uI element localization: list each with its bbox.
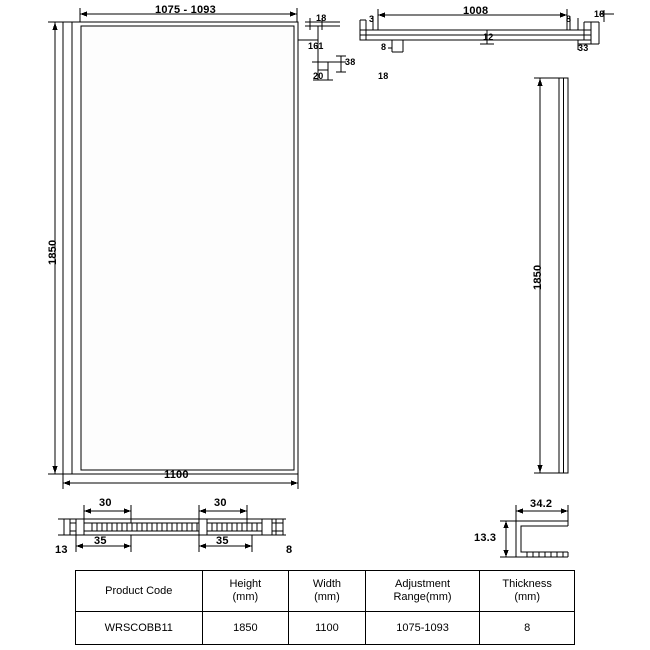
dim-front-width: 1100 — [164, 469, 189, 481]
header-line-2: (mm) — [314, 591, 340, 603]
dim-top-8-left: 8 — [381, 42, 387, 52]
dim-profile-width: 34.2 — [530, 498, 553, 510]
cell-thickness: 8 — [480, 612, 575, 645]
table-header-adjustment-range — [365, 571, 480, 612]
header-line-2: (mm) — [514, 591, 540, 603]
dim-front-top-range: 1075 - 1093 — [155, 4, 216, 16]
header-line-2: Range(mm) — [393, 591, 452, 603]
dim-bracket-20: 20 — [313, 71, 324, 81]
header-line-2: (mm) — [232, 591, 259, 603]
dim-plan-30-left: 30 — [99, 497, 112, 509]
dim-front-height: 1850 — [47, 239, 59, 265]
dim-bracket-38: 38 — [345, 57, 356, 67]
cell-adjustment-range: 1075-1093 — [365, 612, 480, 645]
header-line-1: Thickness — [502, 578, 552, 591]
table-header-thickness — [480, 571, 575, 612]
header-line-1: Adjustment — [395, 578, 451, 591]
header-line-1: Width — [312, 578, 341, 591]
cell-width: 1100 — [289, 612, 366, 645]
dim-top-1008: 1008 — [463, 5, 489, 17]
cell-product-code: WRSCOBB11 — [76, 612, 203, 645]
dim-plan-35-left: 35 — [94, 535, 107, 547]
dim-bracket-161: 161 — [308, 41, 324, 51]
dim-top-33: 33 — [578, 43, 589, 53]
cell-height: 1850 — [202, 612, 289, 645]
dim-side-height: 1850 — [532, 264, 544, 290]
table-row — [76, 612, 575, 645]
dim-plan-8: 8 — [286, 544, 293, 556]
dim-plan-13: 13 — [55, 544, 68, 556]
dim-bracket-18-top: 18 — [316, 13, 327, 23]
table-header-product-code — [76, 571, 203, 612]
dim-plan-35-right: 35 — [216, 535, 229, 547]
table-header-width — [289, 571, 366, 612]
table-header-height — [202, 571, 289, 612]
header-line-1: Product Code — [105, 584, 173, 597]
dim-top-8-right: 8 — [566, 14, 572, 24]
dim-plan-30-right: 30 — [214, 497, 227, 509]
dim-top-12: 12 — [483, 32, 494, 42]
dim-top-18-right: 18 — [594, 9, 605, 19]
table-header-row — [76, 571, 575, 612]
dim-profile-height: 13.3 — [474, 532, 497, 544]
header-line-1: Height — [229, 578, 262, 591]
spec-table — [75, 570, 575, 645]
dim-bracket-18-bottom: 18 — [378, 71, 389, 81]
dim-top-3: 3 — [369, 14, 375, 24]
